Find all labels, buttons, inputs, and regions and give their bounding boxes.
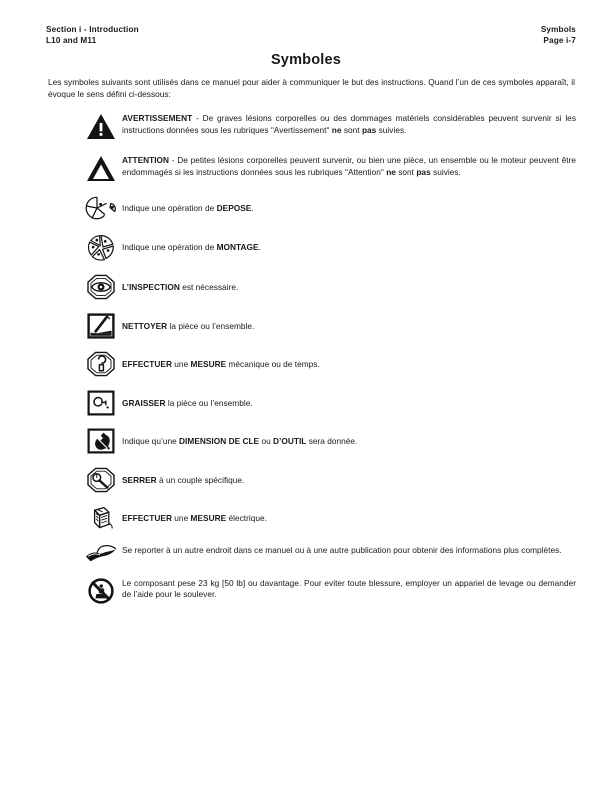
symbol-row-heavy-lift xyxy=(0,576,612,605)
page-header xyxy=(46,24,576,46)
intro-paragraph: Les symboles suivants sont utilisés dans ce manuel pour aider à communiquer le but des instructions. Quand l’un de ces symboles apparaît, il évoque le sens défini ci-dessous: xyxy=(48,77,575,99)
symbol-row-caution xyxy=(0,154,612,182)
symbol-row-measure-electrical xyxy=(0,504,612,531)
symbol-row-wrench-size xyxy=(0,427,612,454)
eye-inspection-icon xyxy=(80,273,122,300)
header-page-number: Page i-7 xyxy=(543,36,576,45)
wrench-size-icon xyxy=(80,427,122,454)
symbol-text: Se reporter à un autre endroit dans ce manuel ou à une autre publication pour obtenir des informations plus complètes. xyxy=(122,544,562,555)
clean-brush-icon xyxy=(80,312,122,339)
header-topic-label: Symbols xyxy=(540,25,576,34)
open-book-reference-icon xyxy=(80,543,122,564)
symbol-text: SERRER à un couple spécifique. xyxy=(122,474,245,485)
electrical-meter-icon xyxy=(80,504,122,531)
symbol-text: EFFECTUER une MESURE mécanique ou de temps. xyxy=(122,359,320,369)
header-right xyxy=(541,24,576,46)
disassembly-pie-icon xyxy=(80,194,122,221)
symbol-row-lubricate xyxy=(0,389,612,416)
symbol-text: Indique une opération de MONTAGE. xyxy=(122,241,261,252)
assembly-pie-icon xyxy=(80,233,122,262)
symbol-row-disassembly xyxy=(0,194,612,221)
header-left xyxy=(46,24,139,46)
caution-triangle-icon xyxy=(80,154,122,182)
symbol-text: NETTOYER la pièce ou l’ensemble. xyxy=(122,320,255,331)
symbol-row-inspection xyxy=(0,273,612,300)
symbol-row-reference xyxy=(0,543,612,564)
symbol-row-clean xyxy=(0,312,612,339)
heavy-lift-warning-icon xyxy=(80,576,122,605)
symbol-text: AVERTISSEMENT - De graves lésions corporelles ou des dommages matériels considérables peuvent survenir si les instructions données sous les rubriques ʺAvertissementʺ ne sont pas suivies. xyxy=(122,113,576,135)
header-model-label: L10 and M11 xyxy=(46,36,97,45)
page-title: Symboles xyxy=(270,52,342,68)
symbol-text: ATTENTION - De petites lésions corporelles peuvent survenir, ou bien une pièce, un ensemble ou le moteur peuvent être endommagés si les instructions données sous les rubriques ʺAttentionʺ ne sont pas suivies. xyxy=(122,155,576,177)
symbol-text: GRAISSER la pièce ou l’ensemble. xyxy=(122,397,253,408)
symbol-list xyxy=(0,112,612,605)
symbol-text: Le composant pese 23 kg [50 lb] ou davantage. Pour eviter toute blessure, employer un appariel de levage ou demander de l’aide pour le soulever. xyxy=(122,577,576,600)
symbol-text: L’INSPECTION est nécessaire. xyxy=(122,282,239,292)
symbol-text: EFFECTUER une MESURE électrique. xyxy=(122,513,267,523)
warning-triangle-icon xyxy=(80,112,122,140)
symbol-row-measure-mechanical xyxy=(0,350,612,377)
symbol-row-warning xyxy=(0,112,612,140)
header-section-label: Section i - Introduction xyxy=(46,25,139,34)
torque-wrench-icon xyxy=(80,466,122,493)
symbol-row-torque xyxy=(0,466,612,493)
symbol-row-assembly xyxy=(0,233,612,262)
micrometer-measure-icon xyxy=(80,350,122,377)
symbol-text: Indique une opération de DEPOSE. xyxy=(122,203,254,213)
grease-gun-icon xyxy=(80,389,122,416)
symbol-text: Indique qu’une DIMENSION DE CLE ou D’OUTIL sera donnée. xyxy=(122,436,358,446)
